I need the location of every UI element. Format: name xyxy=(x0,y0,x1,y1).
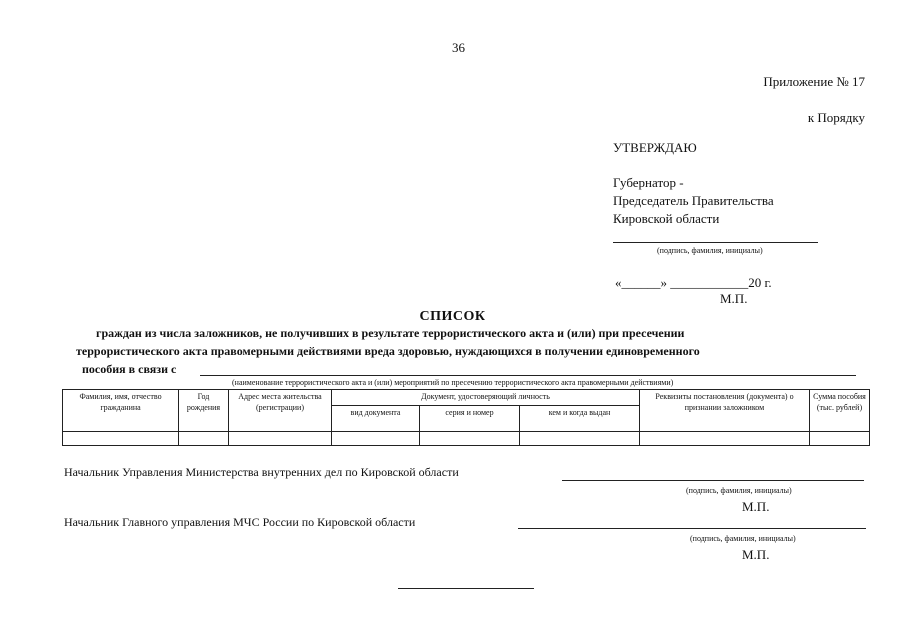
col-header-decree: Реквизиты постановления (документа) о признании заложником xyxy=(640,390,810,432)
table-cell xyxy=(332,432,420,446)
mchs-signature-line xyxy=(518,528,866,529)
document-title: СПИСОК xyxy=(419,309,486,324)
governor-line-2: Председатель Правительства xyxy=(613,193,774,208)
col-header-doc-type: вид документа xyxy=(332,406,420,432)
subtitle-line-3: пособия в связи с xyxy=(82,362,177,376)
mvd-signature-label: Начальник Управления Министерства внутренних дел по Кировской области xyxy=(64,465,459,479)
table-cell xyxy=(229,432,332,446)
governor-stamp: М.П. xyxy=(720,291,748,306)
appendix-label: Приложение № 17 xyxy=(763,74,865,89)
table-cell xyxy=(810,432,870,446)
table-cell xyxy=(420,432,520,446)
col-header-address: Адрес места жительства (регистрации) xyxy=(229,390,332,432)
col-header-sum: Сумма пособия (тыс. рублей) xyxy=(810,390,870,432)
governor-line-3: Кировской области xyxy=(613,211,720,226)
mchs-stamp: М.П. xyxy=(742,547,770,562)
governor-title xyxy=(613,174,873,228)
page-number: 36 xyxy=(452,40,465,55)
mvd-stamp: М.П. xyxy=(742,499,770,514)
table-cell xyxy=(179,432,229,446)
subtitle-caption: (наименование террористического акта и (или) мероприятий по пресечению террористического акта правомерными действиями) xyxy=(232,378,674,387)
col-header-name: Фамилия, имя, отчество гражданина xyxy=(63,390,179,432)
subtitle-line-2: террористического акта правомерными действиями вреда здоровью, нуждающихся в получении единовременного xyxy=(76,344,700,358)
subtitle-line-1: граждан из числа заложников, не получивших в результате террористического акта и (или) при пресечении xyxy=(96,326,685,340)
to-order-label: к Порядку xyxy=(807,110,865,125)
hostages-table xyxy=(62,389,870,446)
col-header-doc-series: серия и номер xyxy=(420,406,520,432)
mchs-signature-label: Начальник Главного управления МЧС России по Кировской области xyxy=(64,515,416,529)
table-cell xyxy=(640,432,810,446)
table-cell xyxy=(520,432,640,446)
col-header-doc-issued: кем и когда выдан xyxy=(520,406,640,432)
col-header-birth-year: Год рождения xyxy=(179,390,229,432)
col-header-identity-document: Документ, удостоверяющий личность xyxy=(332,390,640,406)
mvd-signature-line xyxy=(562,480,864,481)
mvd-signature-caption: (подпись, фамилия, инициалы) xyxy=(686,486,792,495)
subtitle-fill-line xyxy=(200,375,856,376)
table-row xyxy=(63,432,870,446)
mchs-signature-caption: (подпись, фамилия, инициалы) xyxy=(690,534,796,543)
governor-signature-caption: (подпись, фамилия, инициалы) xyxy=(657,246,763,255)
governor-signature-line xyxy=(613,242,818,243)
approval-date: «______» ____________20 г. xyxy=(615,275,772,290)
table-cell xyxy=(63,432,179,446)
approve-heading: УТВЕРЖДАЮ xyxy=(613,140,697,155)
footer-separator-line xyxy=(398,588,534,589)
governor-line-1: Губернатор - xyxy=(613,175,684,190)
